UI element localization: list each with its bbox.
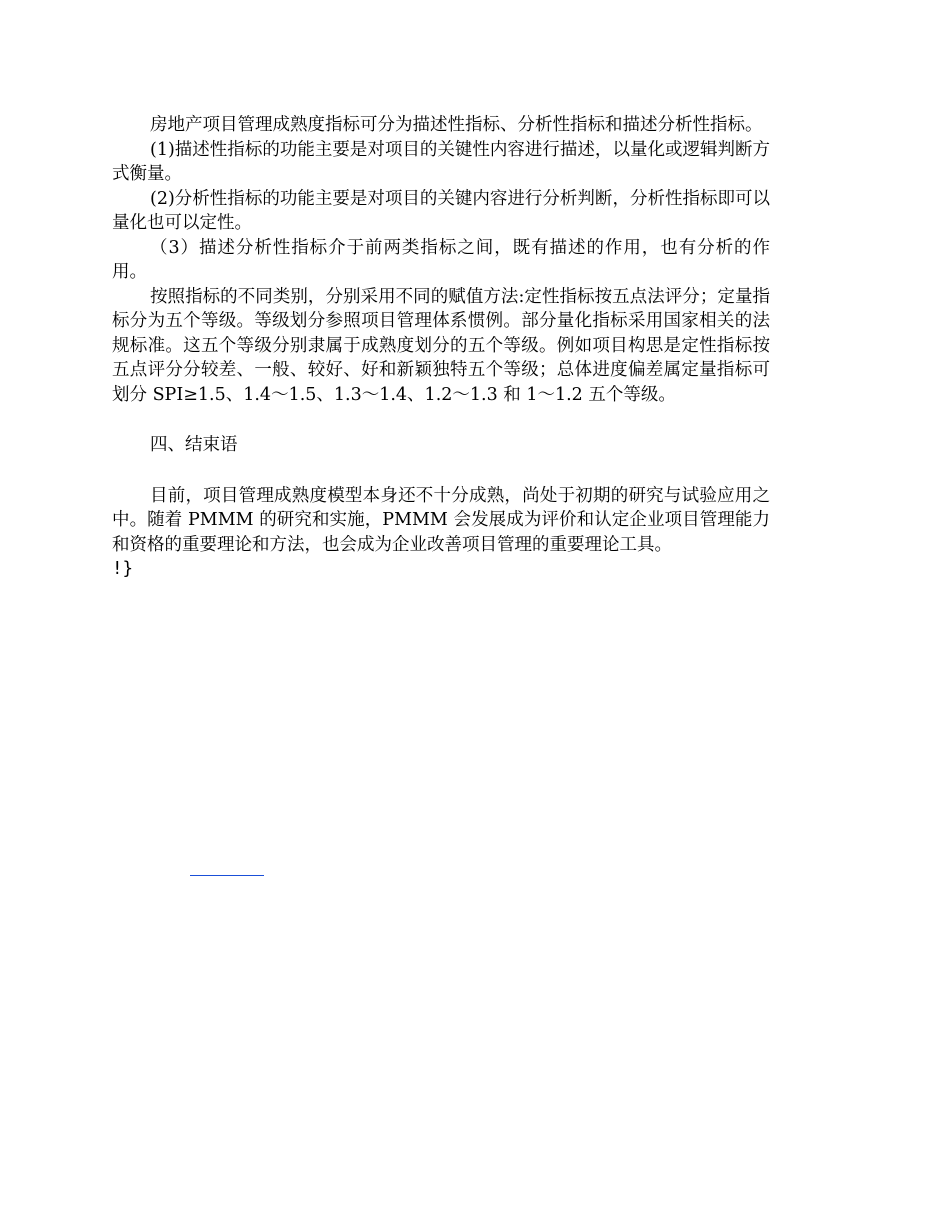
paragraph-indicator-types: 房地产项目管理成熟度指标可分为描述性指标、分析性指标和描述分析性指标。 — [150, 115, 763, 135]
document-body — [112, 113, 770, 582]
paragraph-analytical-indicators: (2)分析性指标的功能主要是对项目的关键内容进行分析判断，分析性指标即可以量化也可以定性。 — [112, 188, 770, 233]
paragraph-descriptive-analytical-indicators: （3）描述分析性指标介于前两类指标之间，既有描述的作用，也有分析的作用。 — [112, 237, 770, 282]
paragraph-conclusion: 目前，项目管理成熟度模型本身还不十分成熟，尚处于初期的研究与试验应用之中。随着 PMMM 的研究和实施，PMMM 会发展成为评价和认定企业项目管理能力和资格的重要理论和方法，也会成为企业改善项目管理的重要理论工具。 — [112, 485, 770, 555]
paragraph-descriptive-indicators: (1)描述性指标的功能主要是对项目的关键性内容进行描述，以量化或逻辑判断方式衡量。 — [112, 139, 770, 184]
paragraph-scoring-method: 按照指标的不同类别，分别采用不同的赋值方法:定性指标按五点法评分；定量指标分为五个等级。等级划分参照项目管理体系惯例。部分量化指标采用国家相关的法规标准。这五个等级分别隶属于成熟度划分的五个等级。例如项目构思是定性指标按五点评分分较差、一般、较好、好和新颖独特五个等级；总体进度偏差属定量指标可划分 SPI≥1.5、1.4～1.5、1.3～1.4、1.2～1.3 和 1～1.2 五个等级。 — [112, 286, 770, 405]
trailing-characters: !} — [112, 559, 134, 579]
hyperlink-underline[interactable] — [190, 875, 264, 876]
section-heading-conclusion: 四、结束语 — [150, 435, 238, 455]
